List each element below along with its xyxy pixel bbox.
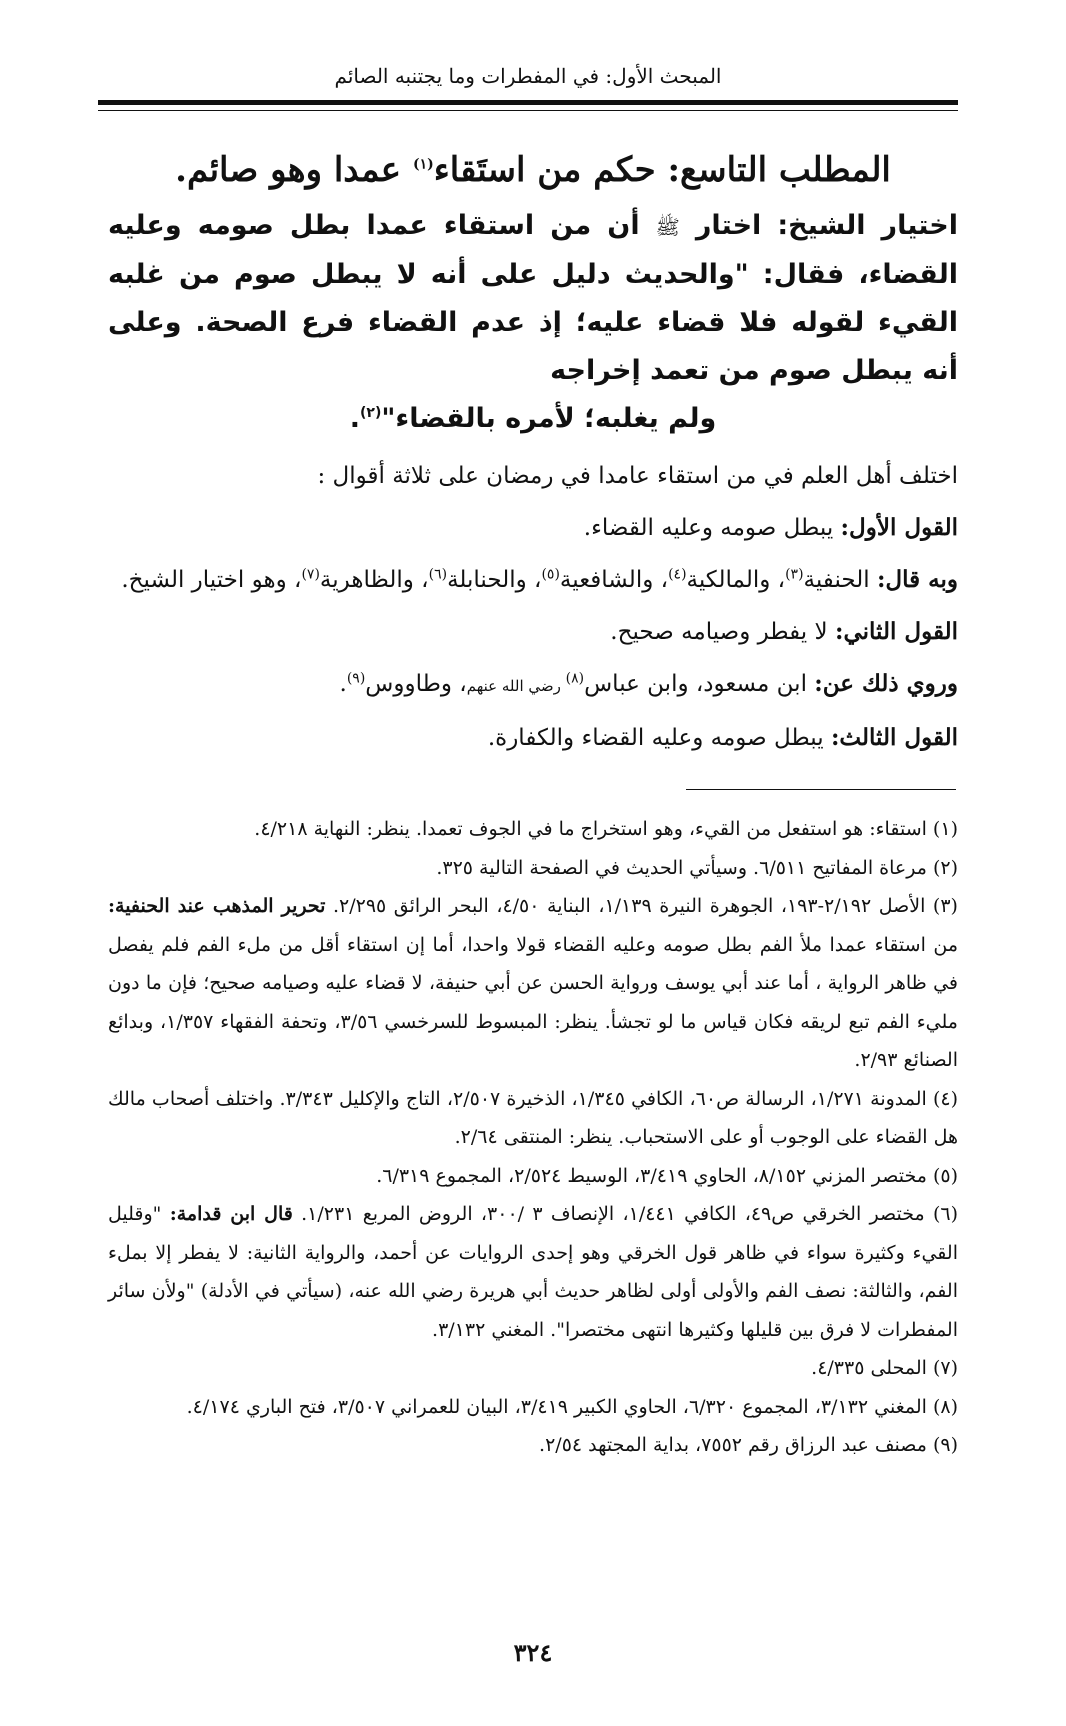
second-opinion xyxy=(108,606,958,658)
holder: ، وطاووس xyxy=(365,671,467,697)
section-title-text-end: عمدا وهو صائم. xyxy=(175,150,413,190)
holder: ابن مسعود، وابن عباس xyxy=(584,671,815,697)
shaykh-last-line xyxy=(108,395,958,443)
footnote-text: "وقليل القيء وكثيرة سواء في ظاهر قول الخرقي وهو إحدى الروايات عن أحمد، والرواية الثانية: لا يفطر إلا بملء الفم، والثالثة: نصف الفم والأولى أولى لظاهر حديث أبي هريرة رضي الله عنه، (سيأتي في الأدلة) "ولأن سائر المفطرات لا فرق بين قليلها وكثيرها انتهى مختصرا". المغني ٣/١٣٢. xyxy=(108,1203,958,1341)
first-opinion xyxy=(108,502,958,554)
honorific: ﷺ xyxy=(655,215,680,239)
holder: الحنفية xyxy=(803,567,877,593)
footnote-text: (٦) مختصر الخرقي ص٤٩، الكافي ١/٤٤١، الإنصاف ٣ /٣٠٠، الروض المربع ١/٢٣١. xyxy=(292,1203,958,1225)
footnote-ref: (٤) xyxy=(668,566,687,583)
footnotes xyxy=(108,810,958,1465)
honorific: رضي الله عنهم xyxy=(466,677,566,695)
footnote-1: (١) استقاء: هو استفعل من القيء، وهو استخراج ما في الجوف تعمدا. ينظر: النهاية ٤/٢١٨. xyxy=(254,818,958,840)
footnote-ref: (٢) xyxy=(360,405,382,421)
opinion-text: يبطل صومه وعليه القضاء والكفارة. xyxy=(487,725,831,751)
holder: ، والحنابلة xyxy=(447,567,542,593)
footnote-4: (٤) المدونة ١/٢٧١، الرسالة ص٦٠، الكافي ١/٣٤٥، الذخيرة ٢/٥٠٧، التاج والإكليل ٣/٣٤٣. واختلف أصحاب مالك هل القضاء على الوجوب أو على الاستحباب. ينظر: المنتقى ٢/٦٤. xyxy=(108,1087,959,1148)
holder: ، وهو اختيار الشيخ. xyxy=(121,567,302,593)
footnote-bold: تحرير المذهب عند الحنفية: xyxy=(108,895,326,917)
footnote-2: (٢) مرعاة المفاتيح ٦/٥١١. وسيأتي الحديث في الصفحة التالية ٣٢٥. xyxy=(436,856,958,879)
header-rule xyxy=(98,100,958,105)
shaykh-end: . xyxy=(349,403,360,434)
footnote-9: (٩) مصنف عبد الرزاق رقم ٧٥٥٢، بداية المجتهد ٢/٥٤. xyxy=(539,1434,958,1456)
footnote-7: (٧) المحلى ٤/٣٣٥. xyxy=(811,1357,958,1379)
second-opinion-holders xyxy=(108,658,958,712)
holders-label: وبه قال: xyxy=(876,566,958,593)
footnote-6 xyxy=(108,1195,958,1349)
footnote-ref: (٧) xyxy=(301,566,320,583)
opinion-label: القول الأول: xyxy=(840,514,958,541)
running-header: المبحث الأول: في المفطرات وما يجتنبه الصائم xyxy=(334,64,722,88)
opinion-text: يبطل صومه وعليه القضاء. xyxy=(583,515,841,541)
footnote-text: من استقاء عمدا ملأ الفم بطل صومه وعليه القضاء قولا واحدا، أما إن استقاء أقل من ملء الفم فلم يفصل في ظاهر الرواية ، أما عند أبي يوسف ورواية الحسن عن أبي حنيفة، لا قضاء عليه وصيامه صحيح؛ فإن ما دون مليء الفم تبع لريقه فكان قياس ما لو تجشأ. ينظر: المبسوط للسرخسي ٣/٥٦، وتحفة الفقهاء ١/٣٥٧، وبدائع الصنائع ٢/٩٣. xyxy=(108,933,958,1071)
body-text xyxy=(108,451,958,764)
footnote-5: (٥) مختصر المزني ٨/١٥٢، الحاوي ٣/٤١٩، الوسيط ٢/٥٢٤، المجموع ٦/٣١٩. xyxy=(376,1164,958,1187)
footnote-ref: (١) xyxy=(412,156,434,173)
shaykh-text-end: ولم يغلبه؛ لأمره بالقضاء" xyxy=(381,403,717,434)
footnote-ref: (٩) xyxy=(346,670,366,687)
section-title-text: المطلب التاسع: حكم من استَقاء xyxy=(433,150,891,190)
footnote-3 xyxy=(108,887,958,1080)
holder: ، والظاهرية xyxy=(319,567,429,593)
holders-label: وروي ذلك عن: xyxy=(814,670,958,697)
holder: . xyxy=(339,671,347,697)
shaykh-choice-paragraph xyxy=(108,202,958,443)
third-opinion xyxy=(108,712,958,764)
main-content xyxy=(108,148,958,764)
shaykh-intro: اختيار الشيخ: اختار xyxy=(679,210,958,241)
footnote-ref: (٨) xyxy=(565,670,585,687)
footnote-ref: (٥) xyxy=(541,566,560,583)
footnote-divider xyxy=(686,789,956,790)
intro-paragraph: اختلف أهل العلم في من استقاء عامدا في رمضان على ثلاثة أقوال : xyxy=(317,463,958,489)
first-opinion-holders xyxy=(108,554,958,606)
opinion-text: لا يفطر وصيامه صحيح. xyxy=(610,619,835,645)
page-number: ٣٢٤ xyxy=(513,1638,553,1667)
footnote-bold: قال ابن قدامة: xyxy=(169,1203,293,1225)
header-rule-thin xyxy=(98,110,958,111)
opinion-label: القول الثالث: xyxy=(830,724,958,751)
holder: ، والشافعية xyxy=(559,567,669,593)
section-title xyxy=(108,148,958,192)
footnote-ref: (٣) xyxy=(785,566,804,583)
holder: ، والمالكية xyxy=(686,567,786,593)
footnote-ref: (٦) xyxy=(428,566,448,583)
footnote-text: (٣) الأصل ٢/١٩٢-١٩٣، الجوهرة النيرة ١/١٣٩، البناية ٤/٥٠، البحر الرائق ٢/٢٩٥. xyxy=(325,895,958,917)
shaykh-text: أن من استقاء عمدا بطل صومه وعليه القضاء، فقال: "والحديث دليل على أنه لا يبطل صوم من غلبه القيء لقوله فلا قضاء عليه؛ إذ عدم القضاء فرع الصحة. وعلى أنه يبطل صوم من تعمد إخراجه xyxy=(108,210,958,386)
footnote-8: (٨) المغني ٣/١٣٢، المجموع ٦/٣٢٠، الحاوي الكبير ٣/٤١٩، البيان للعمراني ٣/٥٠٧، فتح الباري ٤/١٧٤. xyxy=(186,1395,958,1418)
opinion-label: القول الثاني: xyxy=(834,618,958,645)
